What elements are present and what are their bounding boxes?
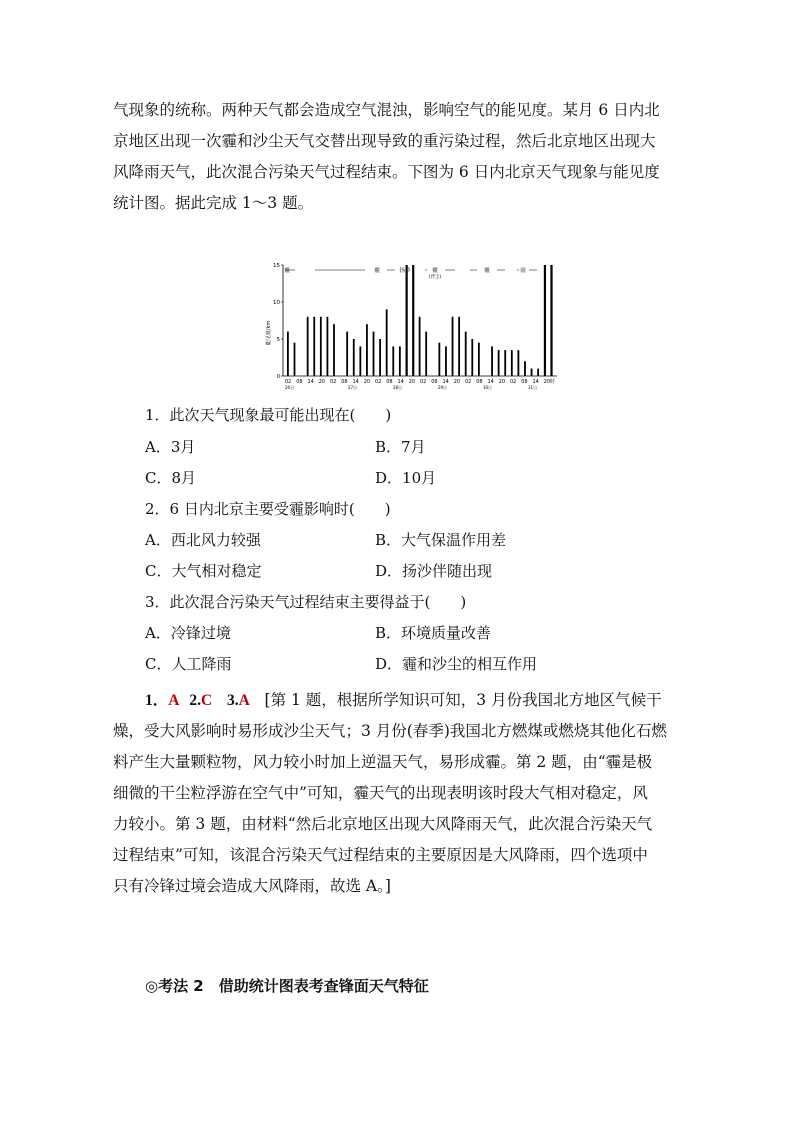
intro-line: 气现象的统称。两种天气都会造成空气混浊，影响空气的能见度。某月 6 日内北 (113, 101, 660, 119)
x-tick-label: 08 (341, 379, 348, 385)
visibility-bar (517, 350, 519, 376)
answer-line: 细微的干尘粒浮游在空气中”可知，霾天气的出现表明该时段大气相对稳定，风 (113, 784, 648, 802)
visibility-bar (379, 339, 381, 376)
visibility-bar (491, 346, 493, 376)
x-tick-label: 20 (363, 379, 371, 385)
answer-key-1: A (168, 692, 180, 709)
answer-line: 过程结束”可知，该混合污染天气过程结束的主要原因是大风降雨，四个选项中 (113, 846, 648, 864)
phenomenon-label: 霾 (374, 268, 380, 274)
x-tick-label: 08 (296, 379, 303, 385)
x-tick-label: 14 (307, 379, 314, 385)
phenomenon-label: (浮尘) (428, 275, 442, 280)
question-3-option-c: C．人工降雨 (145, 655, 232, 673)
visibility-bar (320, 317, 322, 376)
x-tick-label: 20 (318, 379, 326, 385)
question-2-stem: 2．6 日内北京主要受霾影响时( ) (145, 500, 391, 518)
answer-line: 力较小。第 3 题，由材料“然后北京地区出现大风降雨天气，此次混合污染天气 (113, 815, 653, 833)
visibility-bar (287, 332, 289, 376)
visibility-bar (359, 346, 361, 376)
x-tick-label: 02 (285, 379, 292, 385)
question-1-option-a: A．3月 (145, 438, 196, 456)
visibility-bar (425, 332, 427, 376)
visibility-bar (399, 346, 401, 376)
answer-key-2: C (200, 692, 213, 709)
intro-line: 统计图。据此完成 1～3 题。 (113, 194, 314, 212)
x-tick-label: 14 (352, 379, 359, 385)
visibility-bar (307, 317, 309, 376)
answer-line: 燥，受大风影响时易形成沙尘天气；3 月份(春季)我国北方燃煤或燃烧其他化石燃 (113, 722, 667, 740)
visibility-bar (392, 346, 394, 376)
visibility-bar (452, 317, 454, 376)
question-3-stem: 3．此次混合污染天气过程结束主要得益于( ) (145, 593, 467, 611)
x-tick-label: 08 (521, 379, 528, 385)
visibility-bar (511, 350, 513, 376)
visibility-bar (438, 343, 440, 376)
visibility-bar (537, 369, 539, 376)
visibility-bar (544, 265, 546, 376)
answer-number-2: 2. (189, 692, 201, 709)
visibility-bar (327, 317, 329, 376)
phenomenon-label: 霾 (432, 268, 438, 274)
phenomenon-label: 霾 (484, 268, 490, 274)
y-tick-label: 0 (276, 374, 280, 380)
visibility-chart (265, 258, 565, 398)
visibility-bar (366, 324, 368, 376)
x-tick-label: 08 (386, 379, 393, 385)
visibility-bar (419, 317, 421, 376)
visibility-bar (386, 309, 388, 376)
visibility-bar (531, 369, 533, 376)
question-2-option-c: C．大气相对稳定 (145, 562, 262, 580)
chart-ticks (285, 378, 555, 390)
question-2-option-a: A．西北风力较强 (145, 531, 261, 549)
visibility-bar (458, 317, 460, 376)
intro-line: 京地区出现一次霾和沙尘天气交替出现导致的重污染过程，然后北京地区出现大 (113, 132, 656, 150)
section-heading: ◎考法 2 借助统计图表考查锋面天气特征 (145, 977, 429, 995)
answer-number-3: 3. (226, 692, 239, 709)
x-tick-label: 14 (397, 379, 404, 385)
answer-line: [第 1 题，根据所学知识可知，3 月份我国北方地区气候干 (264, 691, 662, 709)
answer-key-3: A (238, 692, 250, 709)
question-2-option-d: D．扬沙伴随出现 (375, 562, 493, 580)
x-tick-label: 20时 (543, 379, 556, 385)
question-1-option-b: B．7月 (375, 438, 426, 456)
question-1-option-d: D．10月 (375, 469, 437, 487)
x-tick-label: 14 (487, 379, 494, 385)
x-tick-label: 20 (408, 379, 416, 385)
visibility-bar (406, 265, 408, 376)
x-tick-label: 14 (442, 379, 449, 385)
x-tick-label: 02 (330, 379, 337, 385)
x-tick-label: 02 (465, 379, 472, 385)
question-1-option-c: C．8月 (145, 469, 197, 487)
visibility-bar (524, 361, 526, 376)
visibility-bar (353, 339, 355, 376)
visibility-bar (550, 265, 552, 376)
day-label: 31日 (527, 385, 538, 390)
chart-ylabel: 能见度/km (266, 320, 272, 346)
y-tick-label: 15 (273, 263, 280, 269)
x-tick-label: 20 (498, 379, 506, 385)
y-tick-label: 10 (273, 300, 280, 306)
visibility-bar (465, 332, 467, 376)
y-tick-label: 5 (276, 337, 280, 343)
x-tick-label: 02 (375, 379, 382, 385)
chart-bars (287, 265, 553, 376)
answer-first-line (113, 685, 683, 716)
x-tick-label: 02 (420, 379, 427, 385)
visibility-bar (373, 332, 375, 376)
answer-number-1: 1． (145, 692, 169, 709)
intro-paragraph (113, 95, 683, 219)
question-3-option-a: A．冷锋过境 (145, 624, 231, 642)
question-3-option-d: D．霾和沙尘的相互作用 (375, 655, 538, 673)
visibility-bar (498, 350, 500, 376)
visibility-bar (412, 265, 414, 376)
visibility-bar (478, 343, 480, 376)
visibility-bar (346, 332, 348, 376)
phenomenon-label: 扬沙 (399, 268, 411, 274)
visibility-bar (504, 350, 506, 376)
question-1-stem: 1．此次天气现象最可能出现在( ) (145, 406, 392, 424)
visibility-bar (294, 343, 296, 376)
answer-line: 料产生大量颗粒物，风力较小时加上逆温天气，易形成霾。第 2 题，由“霾是极 (113, 753, 653, 771)
answer-line: 只有冷锋过境会造成大风降雨，故选 A。] (113, 877, 391, 895)
chart-axes (273, 263, 557, 380)
phenomenon-label: 雨 (520, 268, 526, 274)
x-tick-label: 14 (532, 379, 539, 385)
day-label: 26日 (285, 385, 295, 390)
question-2-option-b: B．大气保温作用差 (375, 531, 507, 549)
visibility-bar (445, 346, 447, 376)
visibility-bar (313, 317, 315, 376)
visibility-bar (471, 339, 473, 376)
x-tick-label: 20 (453, 379, 461, 385)
day-label: 29日 (437, 385, 448, 390)
day-label: 30日 (482, 385, 493, 390)
phenomenon-label: 霾 (284, 268, 290, 274)
day-label: 27日 (347, 385, 358, 390)
x-tick-label: 08 (431, 379, 438, 385)
x-tick-label: 02 (510, 379, 517, 385)
visibility-bar (333, 324, 335, 376)
x-tick-label: 08 (476, 379, 483, 385)
chart-phenomena (284, 266, 537, 280)
intro-line: 风降雨天气，此次混合污染天气过程结束。下图为 6 日内北京天气现象与能见度 (113, 163, 660, 181)
answer-block (113, 685, 683, 902)
question-3-option-b: B．环境质量改善 (375, 624, 492, 642)
day-label: 28日 (392, 385, 403, 390)
